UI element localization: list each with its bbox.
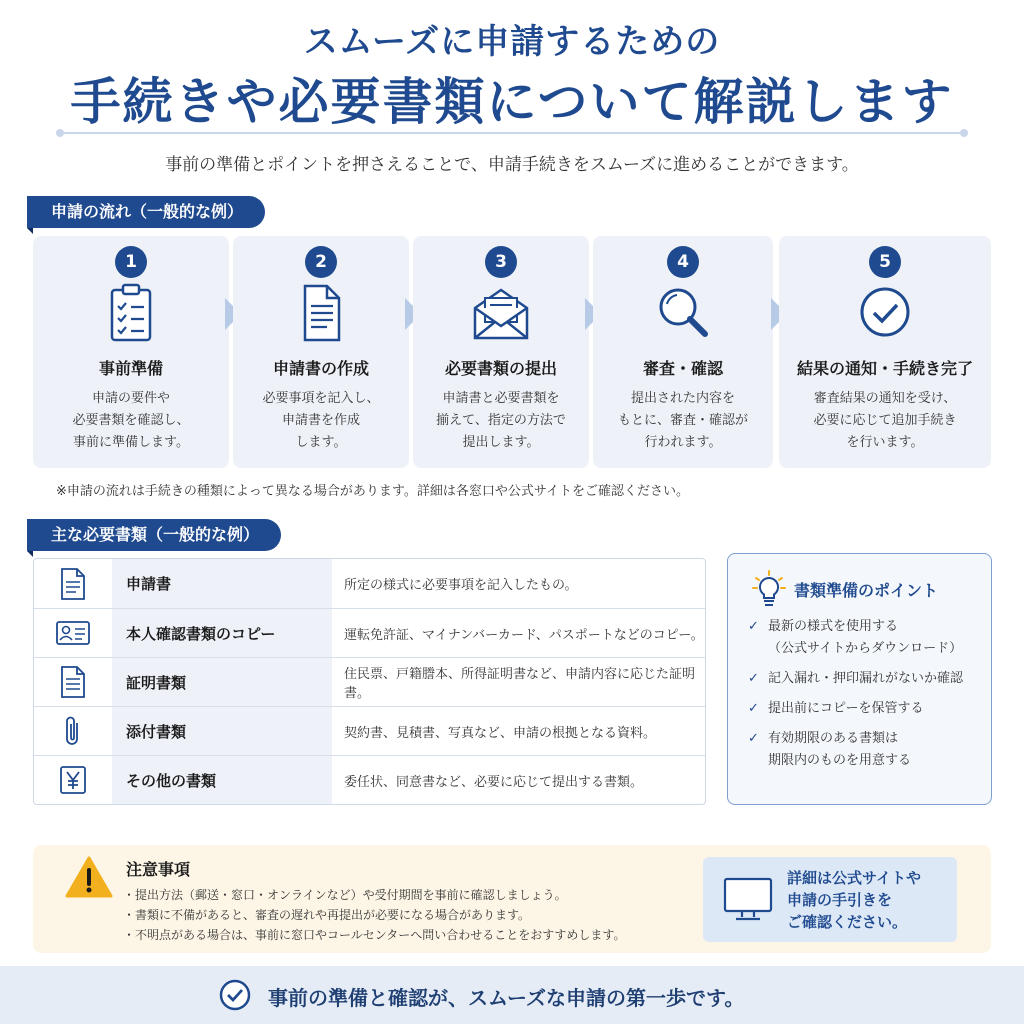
step-description: 申請の要件や 必要書類を確認し、 事前に準備します。 (72, 391, 190, 450)
list-item: ✓ 有効期限のある書類は 期限内のものを用意する (748, 728, 988, 772)
checkmark-icon: ✓ (748, 619, 759, 634)
flow-note: ※申請の流れは手続きの種類によって異なる場合があります。詳細は各窓口や公式サイトをご確認ください。 (56, 484, 689, 499)
page-title-line2: 手続きや必要書類について解説します (70, 73, 954, 131)
tips-title: 書類準備のポイント (794, 581, 939, 600)
check-circle-icon (855, 282, 915, 344)
document-icon (291, 282, 351, 344)
flow-step-2 (233, 236, 409, 468)
step-description: 審査結果の通知を受け、 必要に応じて追加手続き を行います。 (813, 391, 957, 450)
flow-step-3 (413, 236, 589, 468)
monitor-icon (723, 877, 773, 927)
check-circle-icon (218, 978, 252, 1016)
list-item: ・不明点がある場合は、事前に窓口やコールセンターへ問い合わせることをおすすめします。 (123, 928, 626, 942)
flow-steps (33, 236, 991, 468)
yen-icon (34, 756, 112, 804)
document-description: 契約書、見積書、写真など、申請の根拠となる資料。 (344, 725, 657, 741)
caution-list (123, 885, 625, 945)
form-icon (34, 559, 112, 608)
step-description: 提出された内容を もとに、審査・確認が 行われます。 (617, 391, 748, 450)
document-name: 本人確認書類のコピー (112, 609, 332, 657)
footer-banner (0, 966, 1024, 1024)
warning-icon (65, 855, 113, 903)
list-item: ・書類に不備があると、審査の遅れや再提出が必要になる場合があります。 (123, 908, 531, 922)
step-number: 5 (869, 246, 901, 278)
tips-box (727, 553, 992, 805)
checkmark-icon: ✓ (748, 671, 759, 686)
lightbulb-icon (752, 570, 786, 614)
caution-title: 注意事項 (126, 860, 191, 879)
detail-box (703, 857, 957, 942)
documents-table (33, 558, 706, 805)
table-row (34, 755, 705, 804)
certificate-icon (34, 658, 112, 706)
step-number: 3 (485, 246, 517, 278)
paperclip-icon (34, 707, 112, 755)
document-name: 添付書類 (112, 707, 332, 755)
title-divider (60, 132, 964, 134)
flow-step-1 (33, 236, 229, 468)
page-title-line1: スムーズに申請するための (303, 22, 721, 62)
step-title: 審査・確認 (642, 359, 723, 378)
magnifier-icon (653, 282, 713, 344)
step-number: 4 (667, 246, 699, 278)
checkmark-icon: ✓ (748, 731, 759, 746)
document-description: 運転免許証、マイナンバーカード、パスポートなどのコピー。 (344, 627, 704, 643)
list-item: ・提出方法（郵送・窓口・オンラインなど）や受付期間を事前に確認しましょう。 (123, 888, 567, 902)
documents-section-label: 主な必要書類（一般的な例） (27, 519, 281, 551)
list-item: ✓ 記入漏れ・押印漏れがないか確認 (748, 668, 988, 690)
step-title: 申請書の作成 (272, 359, 369, 378)
step-number: 1 (115, 246, 147, 278)
id-card-icon (34, 609, 112, 657)
document-description: 住民票、戸籍謄本、所得証明書など、申請内容に応じた証明書。 (344, 667, 696, 701)
table-row (34, 657, 705, 706)
list-item: ✓ 最新の様式を使用する （公式サイトからダウンロード） (748, 616, 988, 660)
flow-step-5 (779, 236, 991, 468)
step-title: 結果の通知・手続き完了 (796, 359, 973, 378)
detail-text: 詳細は公式サイトや 申請の手引きを ご確認ください。 (787, 869, 921, 931)
flow-step-4 (593, 236, 773, 468)
step-title: 事前準備 (98, 359, 163, 378)
document-name: 申請書 (112, 559, 332, 608)
table-row (34, 706, 705, 755)
flow-section-label: 申請の流れ（一般的な例） (27, 196, 265, 228)
tips-list (748, 616, 988, 780)
checklist-icon (101, 282, 161, 344)
list-item: ✓ 提出前にコピーを保管する (748, 698, 988, 720)
step-title: 必要書類の提出 (444, 359, 557, 378)
step-description: 申請書と必要書類を 揃えて、指定の方法で 提出します。 (436, 391, 566, 450)
step-description: 必要事項を記入し、 申請書を作成 します。 (262, 391, 380, 450)
document-name: その他の書類 (112, 756, 332, 804)
table-row (34, 559, 705, 608)
checkmark-icon: ✓ (748, 701, 759, 716)
document-description: 委任状、同意書など、必要に応じて提出する書類。 (344, 774, 644, 790)
footer-text: 事前の準備と確認が、スムーズな申請の第一歩です。 (268, 986, 745, 1010)
page-subtitle: 事前の準備とポイントを押さえることで、申請手続きをスムーズに進めることができます。 (165, 155, 859, 175)
step-number: 2 (305, 246, 337, 278)
document-name: 証明書類 (112, 658, 332, 706)
table-row (34, 608, 705, 657)
document-description: 所定の様式に必要事項を記入したもの。 (344, 578, 578, 593)
envelope-icon (471, 282, 531, 344)
